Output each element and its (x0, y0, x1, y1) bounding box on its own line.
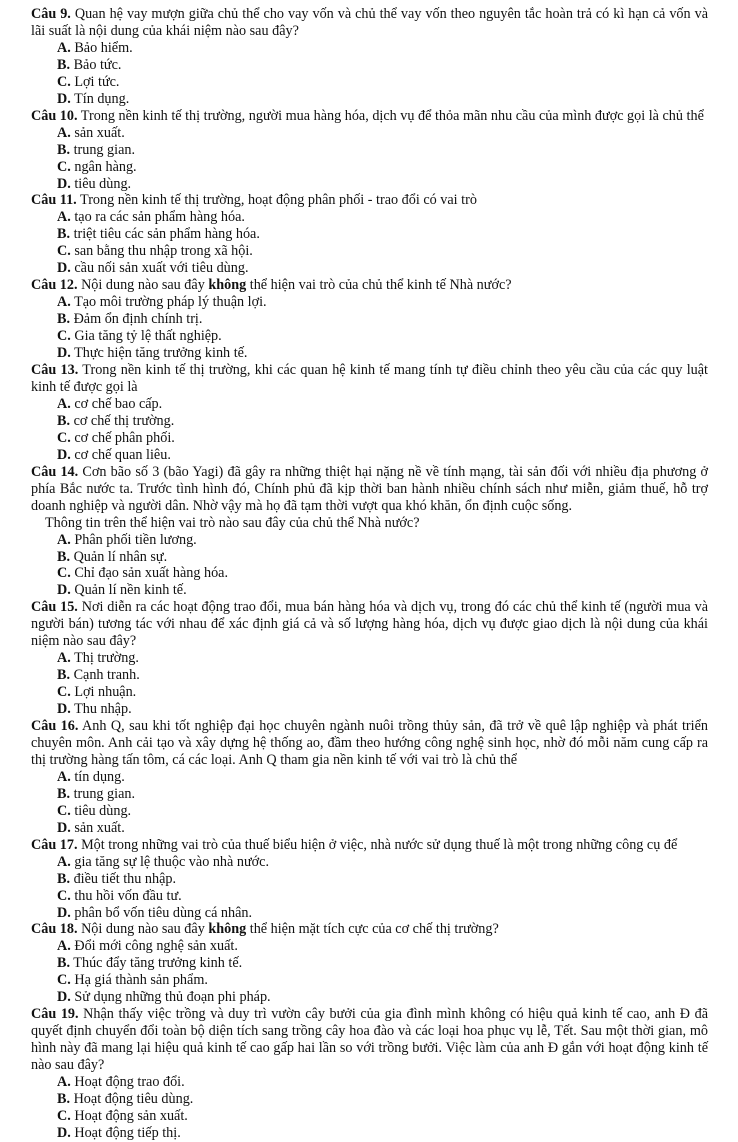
answer-options (31, 396, 708, 464)
option-c: C. cơ chế phân phối. (57, 429, 175, 446)
answer-options (31, 938, 708, 1006)
question-stem: Câu 13. Trong nền kinh tế thị trường, khi các quan hệ kinh tế mang tính tự điều chỉnh theo yêu cầu của các quy luật kinh tế được gọi là (31, 362, 708, 395)
emphasis-text: không (208, 277, 247, 294)
question-stem: Câu 12. Nội dung nào sau đây không thể hiện vai trò của chủ thể kinh tế Nhà nước? (31, 277, 512, 294)
option-d: D. Sử dụng những thủ đoạn phi pháp. (57, 989, 271, 1006)
answer-options (31, 40, 708, 108)
question-13 (31, 362, 708, 464)
question-label: Câu 14. (31, 463, 79, 480)
question-11 (31, 192, 708, 277)
option-d: D. phân bổ vốn tiêu dùng cá nhân. (57, 904, 253, 921)
option-b: B. Hoạt động tiêu dùng. (57, 1091, 194, 1107)
option-c: C. tiêu dùng. (57, 802, 132, 819)
option-a: A. tạo ra các sản phẩm hàng hóa. (57, 209, 245, 226)
option-b: B. Quản lí nhân sự. (57, 548, 168, 565)
option-a: A. Hoạt động trao đổi. (57, 1074, 185, 1091)
option-d: D. Thực hiện tăng trưởng kinh tế. (57, 345, 248, 362)
option-a: A. Thị trường. (57, 650, 139, 667)
question-19 (31, 1006, 708, 1142)
question-label: Câu 19. (31, 1006, 79, 1023)
answer-options (31, 854, 708, 922)
answer-options (31, 125, 708, 193)
option-d: D. cơ chế quan liêu. (57, 446, 171, 463)
question-stem: Câu 18. Nội dung nào sau đây không thể hiện mặt tích cực của cơ chế thị trường? (31, 921, 499, 938)
answer-options (31, 294, 708, 362)
option-a: A. Đổi mới công nghệ sản xuất. (57, 938, 238, 955)
option-b: B. điều tiết thu nhập. (57, 870, 177, 887)
option-d: D. Hoạt động tiếp thị. (57, 1124, 181, 1141)
emphasis-text: không (208, 921, 247, 938)
option-b: B. triệt tiêu các sản phẩm hàng hóa. (57, 226, 260, 243)
option-c: C. Gia tăng tỷ lệ thất nghiệp. (57, 328, 222, 345)
question-14 (31, 464, 708, 600)
option-d: D. tiêu dùng. (57, 175, 132, 192)
option-d: D. Tín dụng. (57, 90, 130, 107)
option-a: A. tín dụng. (57, 768, 125, 785)
option-d: D. Thu nhập. (57, 701, 132, 718)
question-label: Câu 15. (31, 599, 78, 616)
question-9 (31, 6, 708, 108)
question-17 (31, 837, 708, 922)
question-10 (31, 108, 708, 193)
option-c: C. Hạ giá thành sản phẩm. (57, 972, 208, 989)
answer-options (31, 650, 708, 718)
question-stem: Câu 10. Trong nền kinh tế thị trường, người mua hàng hóa, dịch vụ để thỏa mãn nhu cầu của mình được gọi là chủ thể (31, 107, 704, 124)
option-b: B. Cạnh tranh. (57, 667, 140, 684)
question-label: Câu 11. (31, 192, 77, 209)
question-label: Câu 17. (31, 836, 78, 853)
option-a: A. Bảo hiểm. (57, 39, 133, 56)
option-c: C. thu hồi vốn đầu tư. (57, 887, 182, 904)
option-a: A. cơ chế bao cấp. (57, 395, 163, 412)
option-c: C. Chỉ đạo sản xuất hàng hóa. (57, 565, 229, 582)
option-a: A. sản xuất. (57, 124, 125, 141)
question-label: Câu 13. (31, 362, 79, 379)
option-a: A. Tạo môi trường pháp lý thuận lợi. (57, 294, 267, 311)
question-stem: Câu 14. Cơn bão số 3 (bão Yagi) đã gây ra những thiệt hại nặng nề về tính mạng, tài sản đối với nhiều địa phương ở phía Bắc nước ta. Trước tình hình đó, Chính phủ đã kịp thời ban hành nhiều chính sách như miễn, giảm thuế, hỗ trợ doanh nghiệp và người dân. Nhờ vậy mà họ đã tạm thời vượt qua khó khăn, ổn định cuộc sống. (31, 463, 708, 514)
option-b: B. Đảm ổn định chính trị. (57, 311, 203, 328)
question-stem: Câu 16. Anh Q, sau khi tốt nghiệp đại học chuyên ngành nuôi trồng thủy sản, đã trở về quê lập nghiệp và phát triển chuyên môn. Anh cải tạo và xây dựng hệ thống ao, đầm theo hướng công nghệ sinh học, nhờ đó mỗi năm cung cấp ra thị trường hàng tấn tôm, cá các loại. Anh Q tham gia nền kinh tế với vai trò là chủ thể (31, 718, 708, 768)
option-d: D. cầu nối sản xuất với tiêu dùng. (57, 260, 249, 277)
answer-options (31, 532, 708, 600)
option-c: C. Hoạt động sản xuất. (57, 1107, 188, 1124)
question-label: Câu 18. (31, 921, 78, 938)
option-c: C. ngân hàng. (57, 158, 137, 175)
option-a: A. gia tăng sự lệ thuộc vào nhà nước. (57, 853, 269, 870)
question-stem: Câu 9. Quan hệ vay mượn giữa chủ thể cho vay vốn và chủ thể vay vốn theo nguyên tắc hoàn trả có kì hạn cả vốn và lãi suất là nội dung của khái niệm nào sau đây? (31, 6, 708, 39)
option-b: B. Bảo tức. (57, 56, 122, 73)
question-stem: Câu 19. Nhận thấy việc trồng và duy trì vườn cây bưởi của gia đình mình không có hiệu quả kinh tế cao, anh Đ đã quyết định chuyển đổi toàn bộ diện tích sang trồng cây hoa đào và các loại hoa phục vụ lễ, Tết. Sau một thời gian, mô hình này đã mang lại hiệu quả kinh tế cao gấp hai lần so với trồng bưởi. Việc làm của anh Đ gắn với hoạt động kinh tế nào sau đây? (31, 1006, 708, 1074)
question-18 (31, 921, 708, 1006)
question-stem: Câu 17. Một trong những vai trò của thuế biểu hiện ở việc, nhà nước sử dụng thuế là một trong những công cụ để (31, 836, 678, 853)
option-b: B. cơ chế thị trường. (57, 412, 175, 429)
option-a: A. Phân phối tiền lương. (57, 531, 197, 548)
option-b: B. trung gian. (57, 141, 136, 158)
question-stem: Câu 11. Trong nền kinh tế thị trường, hoạt động phân phối - trao đổi có vai trò (31, 192, 477, 209)
question-stem: Câu 15. Nơi diễn ra các hoạt động trao đổi, mua bán hàng hóa và dịch vụ, trong đó các chủ thể kinh tế (người mua và người bán) tương tác với nhau để xác định giá cả và số lượng hàng hóa, dịch vụ được giao dịch là nội dung của khái niệm nào sau đây? (31, 599, 708, 650)
question-16 (31, 718, 708, 837)
option-c: C. Lợi tức. (57, 73, 120, 90)
question-15 (31, 599, 708, 718)
question-label: Câu 16. (31, 718, 79, 735)
question-prompt: Thông tin trên thể hiện vai trò nào sau đây của chủ thể Nhà nước? (45, 514, 420, 531)
option-d: D. Quản lí nền kinh tế. (57, 582, 187, 599)
option-c: C. Lợi nhuận. (57, 684, 137, 701)
option-d: D. sản xuất. (57, 819, 125, 836)
option-b: B. trung gian. (57, 785, 136, 802)
question-label: Câu 12. (31, 277, 78, 294)
answer-options (31, 1074, 708, 1142)
answer-options (31, 769, 708, 837)
answer-options (31, 209, 708, 277)
question-label: Câu 10. (31, 107, 78, 124)
question-12 (31, 277, 708, 362)
option-c: C. san bằng thu nhập trong xã hội. (57, 243, 253, 260)
option-b: B. Thúc đẩy tăng trưởng kinh tế. (57, 955, 243, 972)
question-label: Câu 9. (31, 6, 71, 22)
